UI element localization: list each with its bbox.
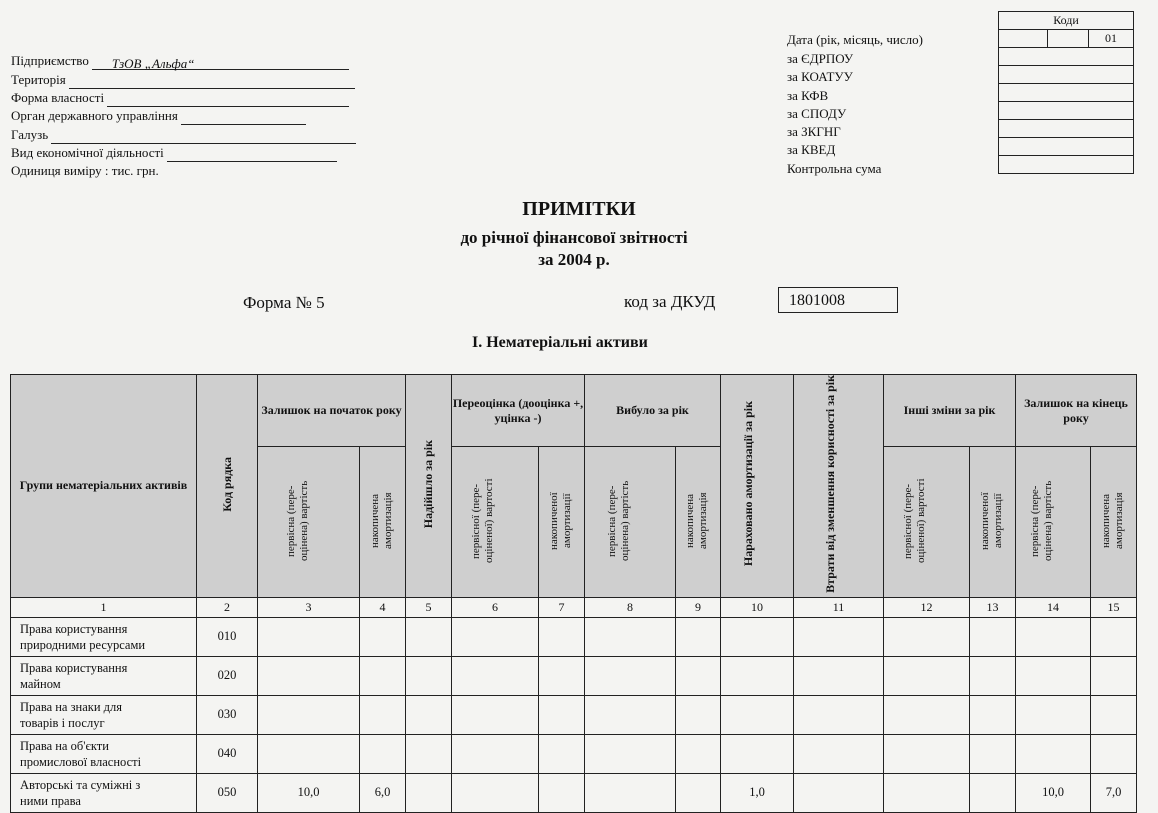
code-label-checksum: Контрольна сума [787, 161, 882, 176]
value-cell: 1,0 [721, 773, 794, 812]
value-cell [721, 734, 794, 773]
value-cell [794, 656, 884, 695]
value-cell [585, 617, 676, 656]
value-cell [1016, 656, 1091, 695]
sub-header-orig-cost: первісна (пере-оцінена) вартість [585, 447, 676, 598]
sub-header-orig-cost-gen: первісної (пере-оціненої) вартості [452, 447, 539, 598]
col-header-end-balance: Залишок на кінець року [1016, 375, 1137, 447]
value-cell: 6,0 [360, 773, 406, 812]
value-cell [676, 773, 721, 812]
section-title: І. Нематеріальні активи [472, 334, 648, 351]
sub-header-accum-amort: накопичена амортизація [676, 447, 721, 598]
value-cell [970, 617, 1016, 656]
asset-group-name [11, 617, 197, 656]
sub-header-orig-cost-gen: первісної (пере-оціненої) вартості [884, 447, 970, 598]
value-cell [794, 734, 884, 773]
value-cell [539, 734, 585, 773]
col-header-groups: Групи нематеріальних активів [11, 375, 197, 598]
value-cell: 10,0 [258, 773, 360, 812]
row-code: 030 [197, 695, 258, 734]
value-cell [406, 734, 452, 773]
column-number: 4 [360, 597, 406, 617]
code-kfv [999, 84, 1134, 102]
column-number: 15 [1091, 597, 1137, 617]
column-number: 12 [884, 597, 970, 617]
value-cell [360, 695, 406, 734]
column-number-row [11, 597, 1137, 617]
value-cell [1016, 734, 1091, 773]
code-label-edrpou: за ЄДРПОУ [787, 51, 854, 66]
asset-group-name-line: майном [20, 676, 61, 691]
col-header-disposed: Вибуло за рік [585, 375, 721, 447]
code-label-koatuu: за КОАТУУ [787, 69, 853, 84]
asset-group-name-line: Права користування [20, 660, 128, 675]
value-cell [676, 617, 721, 656]
code-label-kfv: за КФВ [787, 88, 829, 103]
form-number: Форма № 5 [243, 293, 325, 312]
date-day: 01 [1089, 30, 1134, 48]
field-ownership: Форма власності [11, 89, 349, 107]
value-cell [1016, 617, 1091, 656]
row-code: 040 [197, 734, 258, 773]
value-cell [585, 773, 676, 812]
field-industry: Галузь [11, 126, 356, 144]
col-header-amortization: Нараховано амортизації за рік [721, 375, 794, 598]
value-cell [539, 773, 585, 812]
asset-group-name-line: Права на об'єкти [20, 738, 109, 753]
asset-group-name-line: ними права [20, 793, 81, 808]
asset-group-name-line: товарів і послуг [20, 715, 105, 730]
value-cell [258, 656, 360, 695]
value-cell [884, 617, 970, 656]
doc-subtitle: до річної фінансової звітності [460, 228, 688, 247]
value-cell [676, 695, 721, 734]
col-header-other: Інші зміни за рік [884, 375, 1016, 447]
value-cell [794, 695, 884, 734]
row-code: 020 [197, 656, 258, 695]
value-cell [1016, 695, 1091, 734]
asset-group-name [11, 695, 197, 734]
sub-header-orig-cost: первісна (пере-оцінена) вартість [1016, 447, 1091, 598]
code-zkgng [999, 120, 1134, 138]
value-cell [970, 656, 1016, 695]
code-label-zkgng: за ЗКГНГ [787, 124, 841, 139]
table-row [11, 734, 1137, 773]
table-row [11, 773, 1137, 812]
column-number: 8 [585, 597, 676, 617]
value-cell [360, 656, 406, 695]
value-cell [970, 695, 1016, 734]
value-cell [539, 617, 585, 656]
col-header-received: Надійшло за рік [406, 375, 452, 598]
date-year [999, 30, 1048, 48]
value-cell [452, 656, 539, 695]
value-cell [585, 656, 676, 695]
column-number: 11 [794, 597, 884, 617]
column-number: 10 [721, 597, 794, 617]
value-cell: 7,0 [1091, 773, 1137, 812]
value-cell [539, 656, 585, 695]
date-month [1048, 30, 1089, 48]
column-number: 2 [197, 597, 258, 617]
value-cell [406, 656, 452, 695]
value-cell [721, 695, 794, 734]
asset-group-name-line: Права користування [20, 621, 128, 636]
doc-year: за 2004 р. [538, 250, 610, 269]
value-cell [406, 617, 452, 656]
value-cell [970, 734, 1016, 773]
value-cell [884, 695, 970, 734]
column-number: 5 [406, 597, 452, 617]
value-cell [258, 695, 360, 734]
asset-group-name-line: природними ресурсами [20, 637, 146, 652]
table-row [11, 617, 1137, 656]
value-cell [360, 617, 406, 656]
field-activity: Вид економічної діяльності [11, 144, 337, 162]
column-number: 6 [452, 597, 539, 617]
col-header-row-code: Код рядка [197, 375, 258, 598]
value-cell [452, 695, 539, 734]
row-code: 050 [197, 773, 258, 812]
value-cell [721, 656, 794, 695]
column-number: 3 [258, 597, 360, 617]
value-cell [970, 773, 1016, 812]
code-label-date: Дата (рік, місяць, число) [787, 32, 923, 47]
column-number: 14 [1016, 597, 1091, 617]
asset-group-name-line: Права на знаки для [20, 699, 123, 714]
value-cell [452, 773, 539, 812]
row-code: 010 [197, 617, 258, 656]
value-cell [721, 617, 794, 656]
sub-header-accum-amort: накопичена амортизація [1091, 447, 1137, 598]
value-cell [676, 734, 721, 773]
col-header-start-balance: Залишок на початок року [258, 375, 406, 447]
column-number: 7 [539, 597, 585, 617]
doc-title: ПРИМІТКИ [522, 198, 636, 220]
table-body [11, 617, 1137, 812]
sub-header-orig-cost: первісна (пере-оцінена) вартість [258, 447, 360, 598]
col-header-impairment: Втрати від зменшення корисності за рік [794, 375, 884, 598]
value-cell [258, 617, 360, 656]
asset-group-name [11, 773, 197, 812]
value-cell [676, 656, 721, 695]
table-row [11, 695, 1137, 734]
sub-header-accum-amort: накопичена амортизація [360, 447, 406, 598]
table-row [11, 656, 1137, 695]
value-cell [258, 734, 360, 773]
sub-header-accum-amort-gen: накопиченої амортизації [539, 447, 585, 598]
code-kved [999, 138, 1134, 156]
value-cell [884, 734, 970, 773]
asset-group-name [11, 656, 197, 695]
dkud-label: код за ДКУД [624, 292, 716, 311]
code-koatuu [999, 66, 1134, 84]
enterprise-value: ТзОВ „Альфа“ [111, 56, 195, 71]
value-cell [884, 773, 970, 812]
code-spodu [999, 102, 1134, 120]
col-header-revaluation: Переоцінка (дооцінка +, уцінка -) [452, 375, 585, 447]
code-label-kved: за КВЕД [787, 142, 836, 157]
code-edrpou [999, 48, 1134, 66]
codes-title: Коди [999, 12, 1134, 30]
field-gov-body: Орган державного управління [11, 107, 306, 125]
value-cell [585, 734, 676, 773]
field-unit: Одиниця виміру : тис. грн. [11, 163, 159, 178]
asset-group-name [11, 734, 197, 773]
value-cell [539, 695, 585, 734]
value-cell [406, 773, 452, 812]
value-cell [1091, 617, 1137, 656]
sub-header-accum-amort-gen: накопиченої амортизації [970, 447, 1016, 598]
value-cell [452, 734, 539, 773]
value-cell [585, 695, 676, 734]
value-cell [884, 656, 970, 695]
column-number: 1 [11, 597, 197, 617]
codes-table [998, 11, 1134, 174]
field-territory: Територія [11, 71, 355, 89]
value-cell [794, 773, 884, 812]
value-cell [360, 734, 406, 773]
value-cell [406, 695, 452, 734]
column-number: 9 [676, 597, 721, 617]
value-cell [452, 617, 539, 656]
value-cell: 10,0 [1016, 773, 1091, 812]
intangible-assets-table [10, 374, 1137, 813]
value-cell [1091, 656, 1137, 695]
asset-group-name-line: Авторські та суміжні з [20, 777, 141, 792]
column-number: 13 [970, 597, 1016, 617]
value-cell [1091, 695, 1137, 734]
code-label-spodu: за СПОДУ [787, 106, 847, 121]
dkud-code: 1801008 [778, 287, 898, 313]
value-cell [1091, 734, 1137, 773]
value-cell [794, 617, 884, 656]
code-checksum [999, 156, 1134, 174]
asset-group-name-line: промислової власності [20, 754, 142, 769]
field-enterprise: Підприємство ТзОВ „Альфа“ [11, 52, 349, 70]
